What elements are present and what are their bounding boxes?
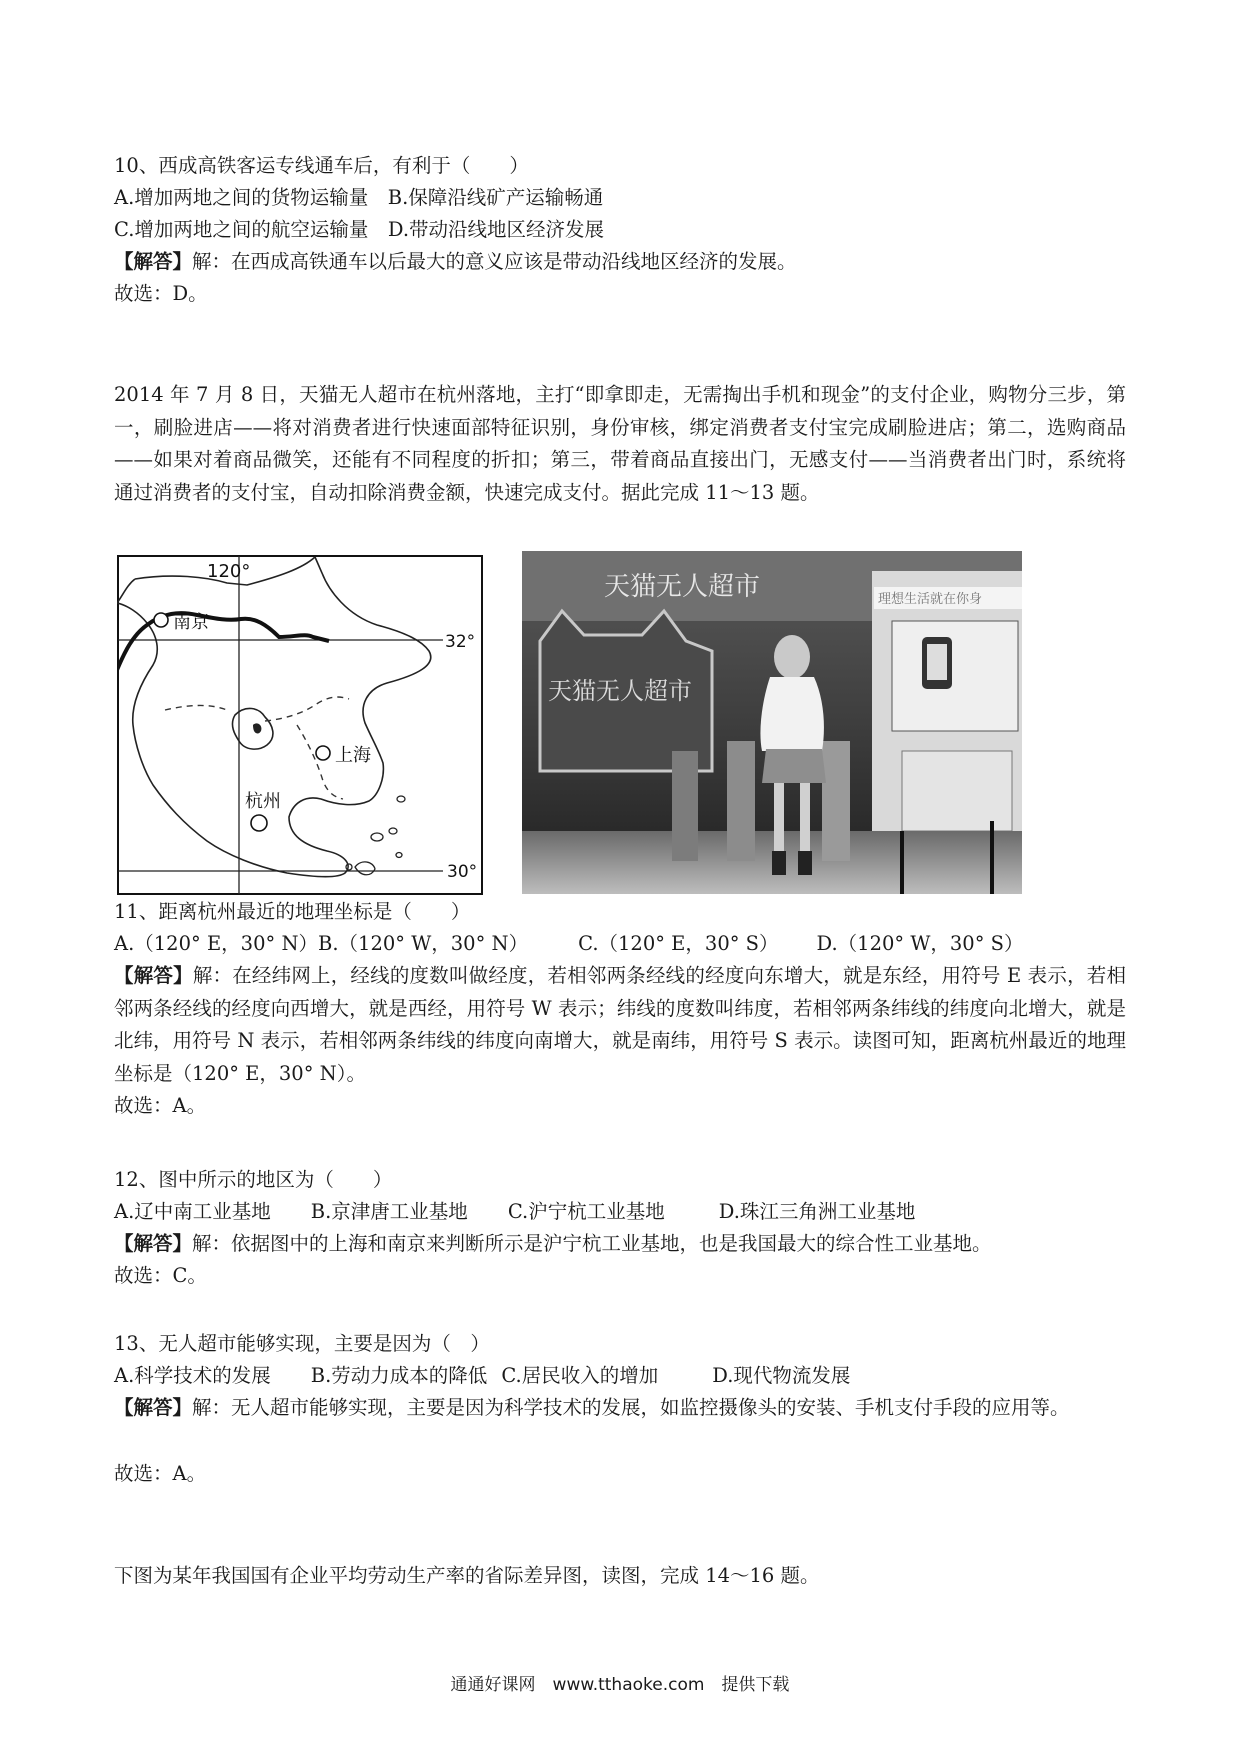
supermarket-photo	[522, 551, 1022, 894]
answer-tag: 【解答】	[114, 1396, 193, 1419]
q13-choice: 故选：A。	[114, 1462, 207, 1485]
nanjing-marker	[154, 613, 168, 627]
q12-option-a: A.辽中南工业基地	[114, 1200, 271, 1223]
q11-option-a: A.（120° E，30° N）	[114, 932, 319, 955]
answer-tag: 【解答】	[114, 964, 193, 987]
lat-bottom-label: 30°	[447, 862, 478, 882]
lon-label: 120°	[207, 561, 251, 582]
shanghai-marker	[316, 746, 330, 760]
q13-option-b: B.劳动力成本的降低	[310, 1364, 488, 1387]
photo-sign-right: 理想生活就在你身	[878, 592, 983, 607]
q11-option-b: B.（120° W，30° N）	[318, 932, 529, 955]
q11-answer	[114, 960, 1126, 1090]
q11-choice: 故选：A。	[114, 1094, 207, 1117]
q13-option-d: D.现代物流发展	[712, 1364, 851, 1387]
q10-options-cd: C.增加两地之间的航空运输量 D.带动沿线地区经济发展	[114, 218, 605, 241]
photo-sign-gate: 天猫无人超市	[548, 677, 692, 705]
answer-text: 解：依据图中的上海和南京来判断所示是沪宁杭工业基地，也是我国最大的综合性工业基地。	[192, 1232, 992, 1255]
answer-text: 解：在经纬网上，经线的度数叫做经度，若相邻两条经线的经度向东增大，就是东经，用符号 E 表示，若相邻两条经线的经度向西增大，就是西经，用符号 W 表示；纬线的度数叫纬度，若相邻两条纬线的纬度向北增大，就是北纬，用符号 N 表示，若相邻两条纬线的纬度向南增大，就是南纬，用符号 S 表示。读图可知，距离杭州最近的地理坐标是（120° E，30° N）。	[114, 964, 1126, 1085]
answer-tag: 【解答】	[114, 250, 193, 273]
q11-options	[114, 928, 1024, 960]
hangzhou-marker	[251, 815, 267, 831]
q11-option-d: D.（120° W，30° S）	[816, 932, 1024, 955]
hangzhou-label: 杭州	[245, 791, 281, 812]
q12-answer	[114, 1228, 992, 1260]
q10-options-ab: A.增加两地之间的货物运输量 B.保障沿线矿产运输畅通	[114, 186, 604, 209]
answer-text: 解：无人超市能够实现，主要是因为科学技术的发展，如监控摄像头的安装、手机支付手段的应用等。	[192, 1396, 1070, 1419]
q12-options	[114, 1196, 915, 1228]
q10-question: 10、西成高铁客运专线通车后，有利于（ ）	[114, 154, 529, 177]
q12-question: 12、图中所示的地区为（ ）	[114, 1168, 393, 1191]
intro-11-13: 2014 年 7 月 8 日，天猫无人超市在杭州落地，主打“即拿即走，无需掏出手机和现金”的支付企业，购物分三步，第一，刷脸进店——将对消费者进行快速面部特征识别，身份审核，绑定消费者支付宝完成刷脸进店；第二，选购商品——如果对着商品微笑，还能有不同程度的折扣；第三，带着商品直接出门，无感支付——当消费者出门时，系统将通过消费者的支付宝，自动扣除消费金额，快速完成支付。据此完成 11～13 题。	[114, 383, 1126, 504]
q10-choice: 故选：D。	[114, 282, 208, 305]
nanjing-label: 南京	[173, 612, 209, 633]
q11-option-c: C.（120° E，30° S）	[578, 932, 779, 955]
q12-option-b: B.京津唐工业基地	[310, 1200, 468, 1223]
lat-top-label: 32°	[445, 632, 476, 652]
q13-option-c: C.居民收入的增加	[501, 1364, 659, 1387]
shanghai-label: 上海	[335, 745, 371, 766]
q13-option-a: A.科学技术的发展	[114, 1364, 271, 1387]
photo-sign-top: 天猫无人超市	[604, 572, 761, 602]
q12-choice: 故选：C。	[114, 1264, 207, 1287]
answer-text: 解：在西成高铁通车以后最大的意义应该是带动沿线地区经济的发展。	[192, 250, 797, 273]
answer-tag: 【解答】	[114, 1232, 193, 1255]
q11-question: 11、距离杭州最近的地理坐标是（ ）	[114, 900, 471, 923]
q10-answer	[114, 246, 797, 278]
q12-option-c: C.沪宁杭工业基地	[507, 1200, 665, 1223]
q13-options	[114, 1360, 850, 1392]
page-footer: 通通好课网 www.tthaoke.com 提供下载	[450, 1675, 790, 1695]
q13-question: 13、无人超市能够实现，主要是因为（ ）	[114, 1332, 490, 1355]
q13-answer	[114, 1392, 1126, 1425]
intro-14-16: 下图为某年我国国有企业平均劳动生产率的省际差异图，读图，完成 14～16 题。	[114, 1564, 820, 1587]
q12-option-d: D.珠江三角洲工业基地	[718, 1200, 916, 1223]
map-figure	[117, 555, 483, 895]
